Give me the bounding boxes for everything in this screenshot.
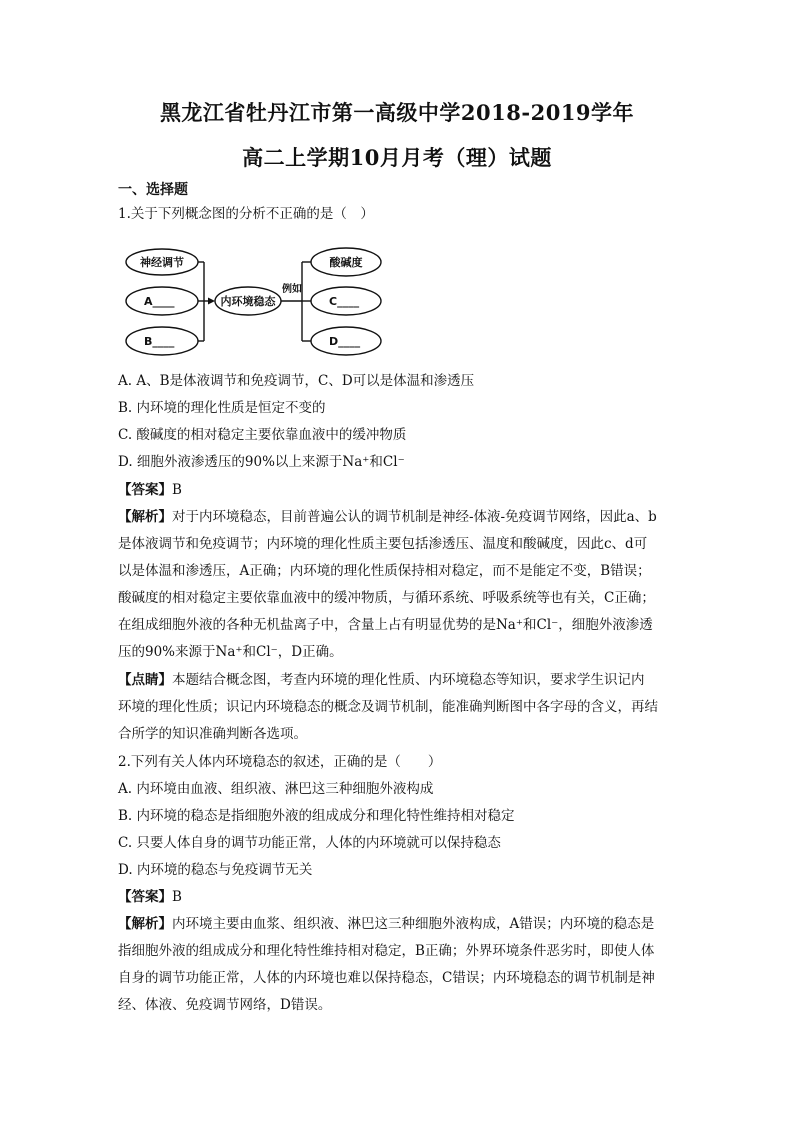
q1-analysis-line-5: 在组成细胞外液的各种无机盐离子中，含量上占有明显优势的是Na⁺和Cl⁻，细胞外液渗透: [118, 617, 653, 633]
q2-stem: 2.下列有关人体内环境稳态的叙述，正确的是（ ）: [118, 754, 442, 770]
q1-answer: [118, 480, 182, 500]
right-node-3-label: D____: [329, 335, 361, 348]
document-title-line1: 黑龙江省牡丹江市第一高级中学2018-2019学年: [159, 100, 635, 125]
q1-comment-line-2: 环境的理化性质；识记内环境稳态的概念及调节机制，能准确判断图中各字母的含义，再结: [118, 699, 658, 715]
q2-option-a: A. 内环境由血液、组织液、淋巴这三种细胞外液构成: [118, 781, 434, 797]
q2-option-c: C. 只要人体自身的调节功能正常，人体的内环境就可以保持稳态: [118, 835, 501, 851]
right-node-1-label: 酸碱度: [329, 256, 363, 269]
right-node-2-label: C____: [329, 295, 360, 308]
q1-analysis-line-2: 是体液调节和免疫调节；内环境的理化性质主要包括渗透压、温度和酸碱度，因此c、d可: [118, 536, 648, 552]
concept-map-diagram: [124, 240, 386, 362]
answer-value: B: [172, 889, 182, 905]
left-node-1-label: 神经调节: [140, 256, 184, 269]
arrow-head-icon: [208, 298, 215, 305]
q2-option-d: D. 内环境的稳态与免疫调节无关: [118, 862, 313, 878]
analysis-text: 对于内环境稳态，目前普遍公认的调节机制是神经-体液-免疫调节网络，因此a、b: [172, 509, 657, 525]
section-heading: 一、选择题: [118, 182, 188, 198]
q2-analysis-line-1: [118, 914, 654, 934]
q1-comment-line-1: [118, 670, 645, 690]
analysis-text: 内环境主要由血浆、组织液、淋巴这三种细胞外液构成，A错误；内环境的稳态是: [172, 916, 655, 932]
answer-value: B: [172, 482, 182, 498]
q1-analysis-line-1: [118, 507, 657, 527]
q2-analysis-line-2: 指细胞外液的组成成分和理化特性维持相对稳定，B正确；外界环境条件恶劣时，即使人体: [118, 943, 655, 959]
answer-label: 【答案】: [118, 889, 172, 905]
q1-option-c: C. 酸碱度的相对稳定主要依靠血液中的缓冲物质: [118, 427, 407, 443]
document-title-line2: 高二上学期10月月考（理）试题: [242, 145, 552, 170]
analysis-label: 【解析】: [118, 509, 172, 525]
q1-comment-line-3: 合所学的知识准确判断各选项。: [118, 726, 307, 742]
q2-analysis-line-4: 经、体液、免疫调节网络，D错误。: [118, 997, 332, 1013]
analysis-label: 【解析】: [118, 916, 172, 932]
q1-analysis-line-3: 以是体温和渗透压，A正确；内环境的理化性质保持相对稳定，而不是能定不变，B错误；: [118, 563, 651, 579]
q1-option-d: D. 细胞外液渗透压的90%以上来源于Na⁺和Cl⁻: [118, 454, 405, 470]
q1-analysis-line-4: 酸碱度的相对稳定主要依靠血液中的缓冲物质，与循环系统、呼吸系统等也有关，C正确；: [118, 590, 655, 606]
center-node-label: 内环境稳态: [220, 295, 276, 308]
left-node-3-label: B____: [144, 335, 175, 348]
q1-option-a: A. A、B是体液调节和免疫调节，C、D可以是体温和渗透压: [118, 373, 475, 389]
q2-option-b: B. 内环境的稳态是指细胞外液的组成成分和理化特性维持相对稳定: [118, 808, 515, 824]
answer-label: 【答案】: [118, 482, 172, 498]
left-node-2-label: A____: [144, 295, 175, 308]
q2-analysis-line-3: 自身的调节功能正常，人体的内环境也难以保持稳态，C错误；内环境稳态的调节机制是神: [118, 970, 655, 986]
connector-label: 例如: [282, 284, 302, 295]
comment-text: 本题结合概念图，考查内环境的理化性质、内环境稳态等知识，要求学生识记内: [172, 672, 645, 688]
q1-stem: 1.关于下列概念图的分析不正确的是（ ）: [118, 206, 374, 222]
q1-option-b: B. 内环境的理化性质是恒定不变的: [118, 400, 326, 416]
q1-analysis-line-6: 压的90%来源于Na⁺和Cl⁻，D正确。: [118, 644, 343, 660]
q2-answer: [118, 887, 182, 907]
comment-label: 【点睛】: [118, 672, 172, 688]
